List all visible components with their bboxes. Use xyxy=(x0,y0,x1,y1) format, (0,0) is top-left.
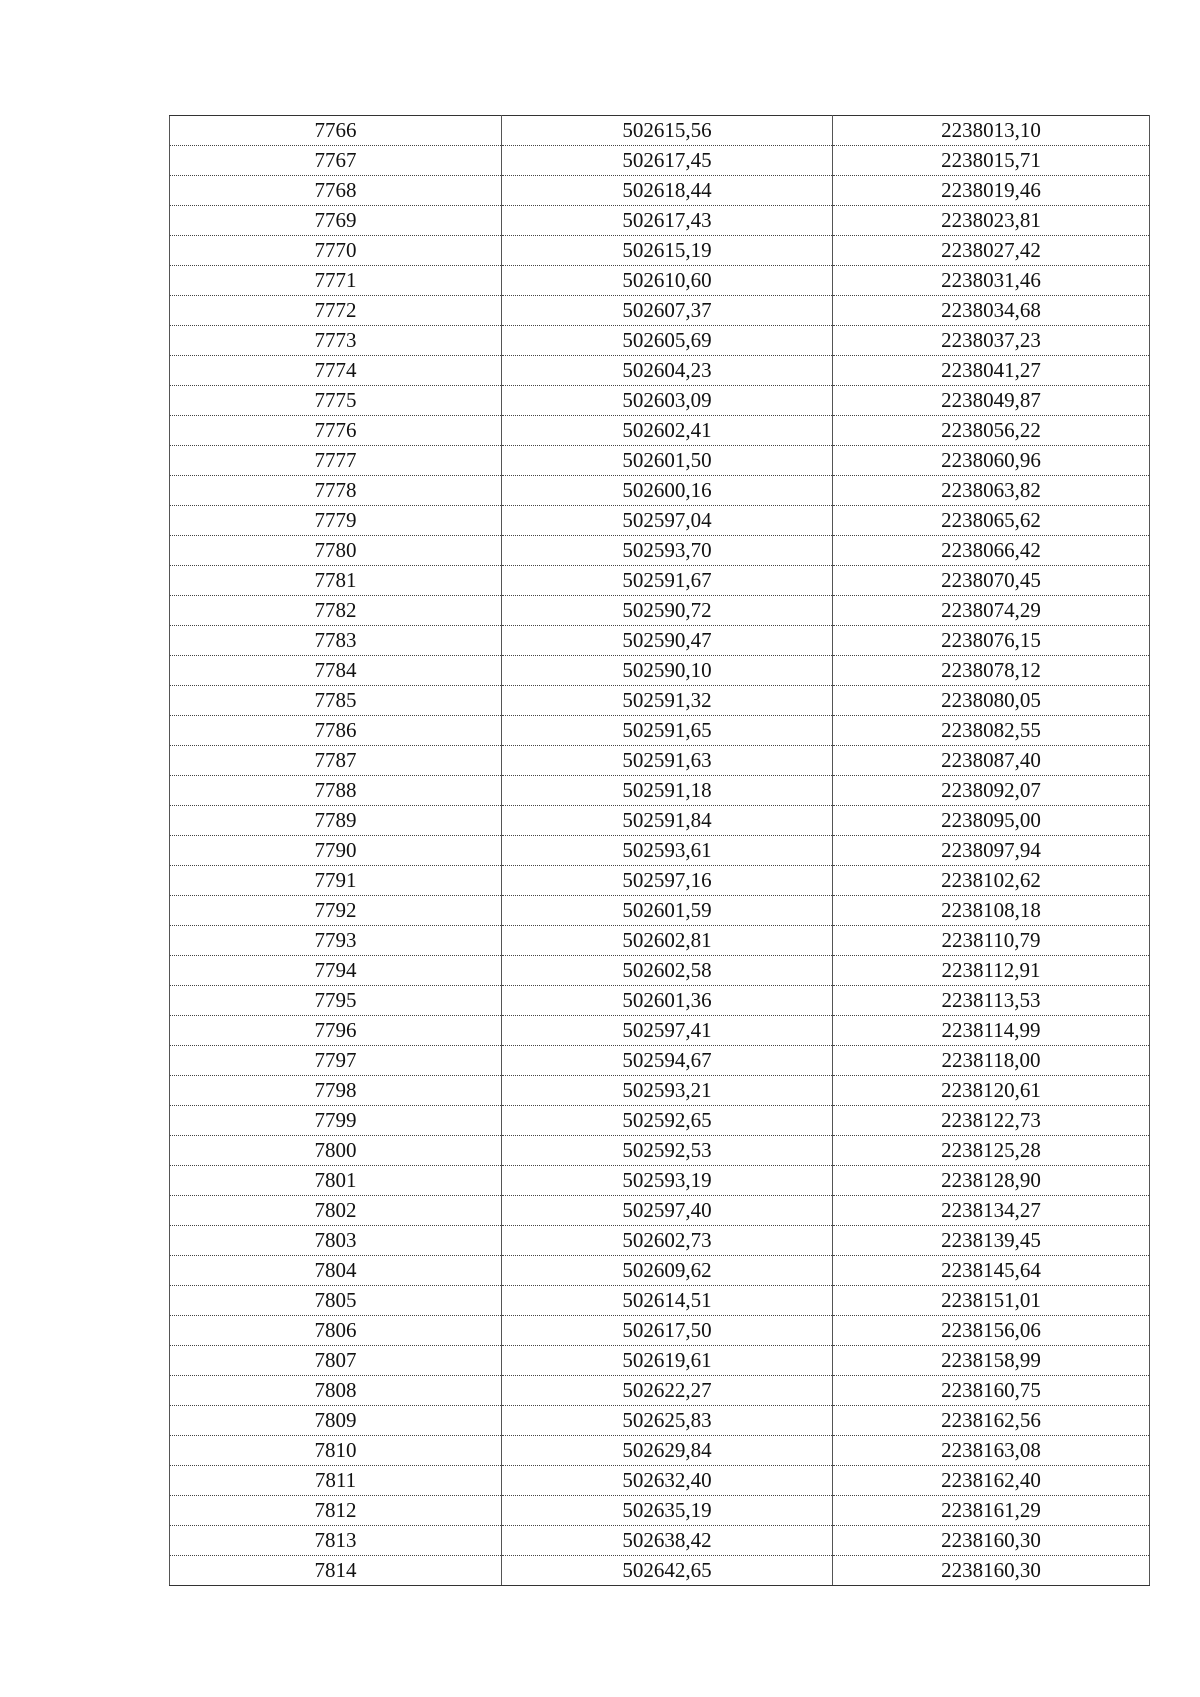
y-coordinate-cell: 2238120,61 xyxy=(833,1076,1150,1106)
table-row xyxy=(170,326,1150,356)
y-coordinate-cell: 2238063,82 xyxy=(833,476,1150,506)
x-coordinate-cell: 502625,83 xyxy=(502,1406,833,1436)
table-row xyxy=(170,1346,1150,1376)
y-coordinate-cell: 2238060,96 xyxy=(833,446,1150,476)
y-coordinate-cell: 2238151,01 xyxy=(833,1286,1150,1316)
y-coordinate-cell: 2238092,07 xyxy=(833,776,1150,806)
table-row xyxy=(170,1526,1150,1556)
y-coordinate-cell: 2238019,46 xyxy=(833,176,1150,206)
point-number-cell: 7793 xyxy=(170,926,502,956)
x-coordinate-cell: 502635,19 xyxy=(502,1496,833,1526)
point-number-cell: 7782 xyxy=(170,596,502,626)
y-coordinate-cell: 2238125,28 xyxy=(833,1136,1150,1166)
table-row xyxy=(170,176,1150,206)
point-number-cell: 7791 xyxy=(170,866,502,896)
y-coordinate-cell: 2238114,99 xyxy=(833,1016,1150,1046)
x-coordinate-cell: 502642,65 xyxy=(502,1556,833,1586)
point-number-cell: 7809 xyxy=(170,1406,502,1436)
x-coordinate-cell: 502600,16 xyxy=(502,476,833,506)
point-number-cell: 7811 xyxy=(170,1466,502,1496)
table-row xyxy=(170,1046,1150,1076)
point-number-cell: 7802 xyxy=(170,1196,502,1226)
x-coordinate-cell: 502622,27 xyxy=(502,1376,833,1406)
table-row xyxy=(170,296,1150,326)
x-coordinate-cell: 502597,16 xyxy=(502,866,833,896)
y-coordinate-cell: 2238076,15 xyxy=(833,626,1150,656)
y-coordinate-cell: 2238056,22 xyxy=(833,416,1150,446)
y-coordinate-cell: 2238027,42 xyxy=(833,236,1150,266)
point-number-cell: 7773 xyxy=(170,326,502,356)
table-row xyxy=(170,566,1150,596)
point-number-cell: 7800 xyxy=(170,1136,502,1166)
y-coordinate-cell: 2238158,99 xyxy=(833,1346,1150,1376)
point-number-cell: 7797 xyxy=(170,1046,502,1076)
point-number-cell: 7776 xyxy=(170,416,502,446)
y-coordinate-cell: 2238113,53 xyxy=(833,986,1150,1016)
x-coordinate-cell: 502594,67 xyxy=(502,1046,833,1076)
point-number-cell: 7766 xyxy=(170,116,502,146)
point-number-cell: 7786 xyxy=(170,716,502,746)
point-number-cell: 7812 xyxy=(170,1496,502,1526)
x-coordinate-cell: 502593,19 xyxy=(502,1166,833,1196)
x-coordinate-cell: 502629,84 xyxy=(502,1436,833,1466)
table-row xyxy=(170,416,1150,446)
y-coordinate-cell: 2238087,40 xyxy=(833,746,1150,776)
x-coordinate-cell: 502615,19 xyxy=(502,236,833,266)
table-row xyxy=(170,656,1150,686)
table-row xyxy=(170,1286,1150,1316)
y-coordinate-cell: 2238095,00 xyxy=(833,806,1150,836)
y-coordinate-cell: 2238160,30 xyxy=(833,1526,1150,1556)
y-coordinate-cell: 2238122,73 xyxy=(833,1106,1150,1136)
table-row xyxy=(170,1166,1150,1196)
table-row xyxy=(170,686,1150,716)
point-number-cell: 7788 xyxy=(170,776,502,806)
y-coordinate-cell: 2238013,10 xyxy=(833,116,1150,146)
y-coordinate-cell: 2238134,27 xyxy=(833,1196,1150,1226)
x-coordinate-cell: 502597,04 xyxy=(502,506,833,536)
y-coordinate-cell: 2238162,56 xyxy=(833,1406,1150,1436)
point-number-cell: 7806 xyxy=(170,1316,502,1346)
y-coordinate-cell: 2238023,81 xyxy=(833,206,1150,236)
y-coordinate-cell: 2238049,87 xyxy=(833,386,1150,416)
point-number-cell: 7772 xyxy=(170,296,502,326)
y-coordinate-cell: 2238041,27 xyxy=(833,356,1150,386)
point-number-cell: 7785 xyxy=(170,686,502,716)
point-number-cell: 7768 xyxy=(170,176,502,206)
point-number-cell: 7798 xyxy=(170,1076,502,1106)
x-coordinate-cell: 502601,50 xyxy=(502,446,833,476)
x-coordinate-cell: 502593,21 xyxy=(502,1076,833,1106)
x-coordinate-cell: 502601,36 xyxy=(502,986,833,1016)
table-row xyxy=(170,626,1150,656)
y-coordinate-cell: 2238065,62 xyxy=(833,506,1150,536)
table-row xyxy=(170,716,1150,746)
y-coordinate-cell: 2238031,46 xyxy=(833,266,1150,296)
x-coordinate-cell: 502590,72 xyxy=(502,596,833,626)
point-number-cell: 7807 xyxy=(170,1346,502,1376)
point-number-cell: 7813 xyxy=(170,1526,502,1556)
y-coordinate-cell: 2238078,12 xyxy=(833,656,1150,686)
y-coordinate-cell: 2238163,08 xyxy=(833,1436,1150,1466)
point-number-cell: 7795 xyxy=(170,986,502,1016)
table-row xyxy=(170,1406,1150,1436)
point-number-cell: 7799 xyxy=(170,1106,502,1136)
x-coordinate-cell: 502617,50 xyxy=(502,1316,833,1346)
table-row xyxy=(170,1496,1150,1526)
y-coordinate-cell: 2238080,05 xyxy=(833,686,1150,716)
table-row xyxy=(170,116,1150,146)
y-coordinate-cell: 2238034,68 xyxy=(833,296,1150,326)
y-coordinate-cell: 2238074,29 xyxy=(833,596,1150,626)
x-coordinate-cell: 502597,40 xyxy=(502,1196,833,1226)
x-coordinate-cell: 502603,09 xyxy=(502,386,833,416)
table-row xyxy=(170,746,1150,776)
table-row xyxy=(170,1466,1150,1496)
y-coordinate-cell: 2238102,62 xyxy=(833,866,1150,896)
table-row xyxy=(170,836,1150,866)
point-number-cell: 7777 xyxy=(170,446,502,476)
point-number-cell: 7781 xyxy=(170,566,502,596)
point-number-cell: 7778 xyxy=(170,476,502,506)
x-coordinate-cell: 502591,63 xyxy=(502,746,833,776)
table-row xyxy=(170,986,1150,1016)
point-number-cell: 7801 xyxy=(170,1166,502,1196)
point-number-cell: 7808 xyxy=(170,1376,502,1406)
point-number-cell: 7774 xyxy=(170,356,502,386)
y-coordinate-cell: 2238139,45 xyxy=(833,1226,1150,1256)
x-coordinate-cell: 502619,61 xyxy=(502,1346,833,1376)
y-coordinate-cell: 2238097,94 xyxy=(833,836,1150,866)
point-number-cell: 7787 xyxy=(170,746,502,776)
x-coordinate-cell: 502590,10 xyxy=(502,656,833,686)
table-row xyxy=(170,146,1150,176)
table-row xyxy=(170,596,1150,626)
point-number-cell: 7789 xyxy=(170,806,502,836)
table-row xyxy=(170,1436,1150,1466)
x-coordinate-cell: 502593,70 xyxy=(502,536,833,566)
point-number-cell: 7769 xyxy=(170,206,502,236)
point-number-cell: 7794 xyxy=(170,956,502,986)
table-row xyxy=(170,1226,1150,1256)
table-row xyxy=(170,956,1150,986)
point-number-cell: 7810 xyxy=(170,1436,502,1466)
coordinates-table-body xyxy=(170,116,1150,1586)
table-row xyxy=(170,476,1150,506)
coordinates-table xyxy=(169,115,1150,1586)
x-coordinate-cell: 502602,81 xyxy=(502,926,833,956)
table-row xyxy=(170,896,1150,926)
point-number-cell: 7775 xyxy=(170,386,502,416)
point-number-cell: 7771 xyxy=(170,266,502,296)
x-coordinate-cell: 502602,73 xyxy=(502,1226,833,1256)
x-coordinate-cell: 502593,61 xyxy=(502,836,833,866)
point-number-cell: 7767 xyxy=(170,146,502,176)
y-coordinate-cell: 2238162,40 xyxy=(833,1466,1150,1496)
x-coordinate-cell: 502638,42 xyxy=(502,1526,833,1556)
table-row xyxy=(170,1136,1150,1166)
x-coordinate-cell: 502591,84 xyxy=(502,806,833,836)
point-number-cell: 7796 xyxy=(170,1016,502,1046)
x-coordinate-cell: 502609,62 xyxy=(502,1256,833,1286)
point-number-cell: 7792 xyxy=(170,896,502,926)
point-number-cell: 7770 xyxy=(170,236,502,266)
table-row xyxy=(170,536,1150,566)
table-row xyxy=(170,1316,1150,1346)
y-coordinate-cell: 2238015,71 xyxy=(833,146,1150,176)
x-coordinate-cell: 502617,43 xyxy=(502,206,833,236)
point-number-cell: 7790 xyxy=(170,836,502,866)
point-number-cell: 7780 xyxy=(170,536,502,566)
table-row xyxy=(170,356,1150,386)
x-coordinate-cell: 502617,45 xyxy=(502,146,833,176)
y-coordinate-cell: 2238145,64 xyxy=(833,1256,1150,1286)
y-coordinate-cell: 2238156,06 xyxy=(833,1316,1150,1346)
x-coordinate-cell: 502614,51 xyxy=(502,1286,833,1316)
point-number-cell: 7779 xyxy=(170,506,502,536)
y-coordinate-cell: 2238037,23 xyxy=(833,326,1150,356)
x-coordinate-cell: 502591,67 xyxy=(502,566,833,596)
table-row xyxy=(170,866,1150,896)
x-coordinate-cell: 502590,47 xyxy=(502,626,833,656)
table-row xyxy=(170,386,1150,416)
table-row xyxy=(170,1016,1150,1046)
point-number-cell: 7803 xyxy=(170,1226,502,1256)
x-coordinate-cell: 502592,65 xyxy=(502,1106,833,1136)
x-coordinate-cell: 502602,41 xyxy=(502,416,833,446)
x-coordinate-cell: 502615,56 xyxy=(502,116,833,146)
x-coordinate-cell: 502592,53 xyxy=(502,1136,833,1166)
table-row xyxy=(170,926,1150,956)
x-coordinate-cell: 502604,23 xyxy=(502,356,833,386)
table-row xyxy=(170,1106,1150,1136)
table-row xyxy=(170,1376,1150,1406)
y-coordinate-cell: 2238108,18 xyxy=(833,896,1150,926)
point-number-cell: 7805 xyxy=(170,1286,502,1316)
table-row xyxy=(170,506,1150,536)
x-coordinate-cell: 502591,32 xyxy=(502,686,833,716)
x-coordinate-cell: 502607,37 xyxy=(502,296,833,326)
y-coordinate-cell: 2238112,91 xyxy=(833,956,1150,986)
y-coordinate-cell: 2238070,45 xyxy=(833,566,1150,596)
table-row xyxy=(170,1556,1150,1586)
y-coordinate-cell: 2238110,79 xyxy=(833,926,1150,956)
table-row xyxy=(170,446,1150,476)
table-row xyxy=(170,236,1150,266)
y-coordinate-cell: 2238066,42 xyxy=(833,536,1150,566)
point-number-cell: 7784 xyxy=(170,656,502,686)
table-row xyxy=(170,1196,1150,1226)
y-coordinate-cell: 2238161,29 xyxy=(833,1496,1150,1526)
y-coordinate-cell: 2238160,75 xyxy=(833,1376,1150,1406)
table-row xyxy=(170,1256,1150,1286)
x-coordinate-cell: 502597,41 xyxy=(502,1016,833,1046)
x-coordinate-cell: 502602,58 xyxy=(502,956,833,986)
point-number-cell: 7783 xyxy=(170,626,502,656)
x-coordinate-cell: 502601,59 xyxy=(502,896,833,926)
y-coordinate-cell: 2238160,30 xyxy=(833,1556,1150,1586)
table-row xyxy=(170,1076,1150,1106)
table-row xyxy=(170,806,1150,836)
y-coordinate-cell: 2238082,55 xyxy=(833,716,1150,746)
x-coordinate-cell: 502605,69 xyxy=(502,326,833,356)
table-row xyxy=(170,776,1150,806)
x-coordinate-cell: 502591,65 xyxy=(502,716,833,746)
x-coordinate-cell: 502610,60 xyxy=(502,266,833,296)
table-row xyxy=(170,206,1150,236)
table-row xyxy=(170,266,1150,296)
x-coordinate-cell: 502591,18 xyxy=(502,776,833,806)
y-coordinate-cell: 2238128,90 xyxy=(833,1166,1150,1196)
x-coordinate-cell: 502618,44 xyxy=(502,176,833,206)
point-number-cell: 7814 xyxy=(170,1556,502,1586)
y-coordinate-cell: 2238118,00 xyxy=(833,1046,1150,1076)
x-coordinate-cell: 502632,40 xyxy=(502,1466,833,1496)
point-number-cell: 7804 xyxy=(170,1256,502,1286)
